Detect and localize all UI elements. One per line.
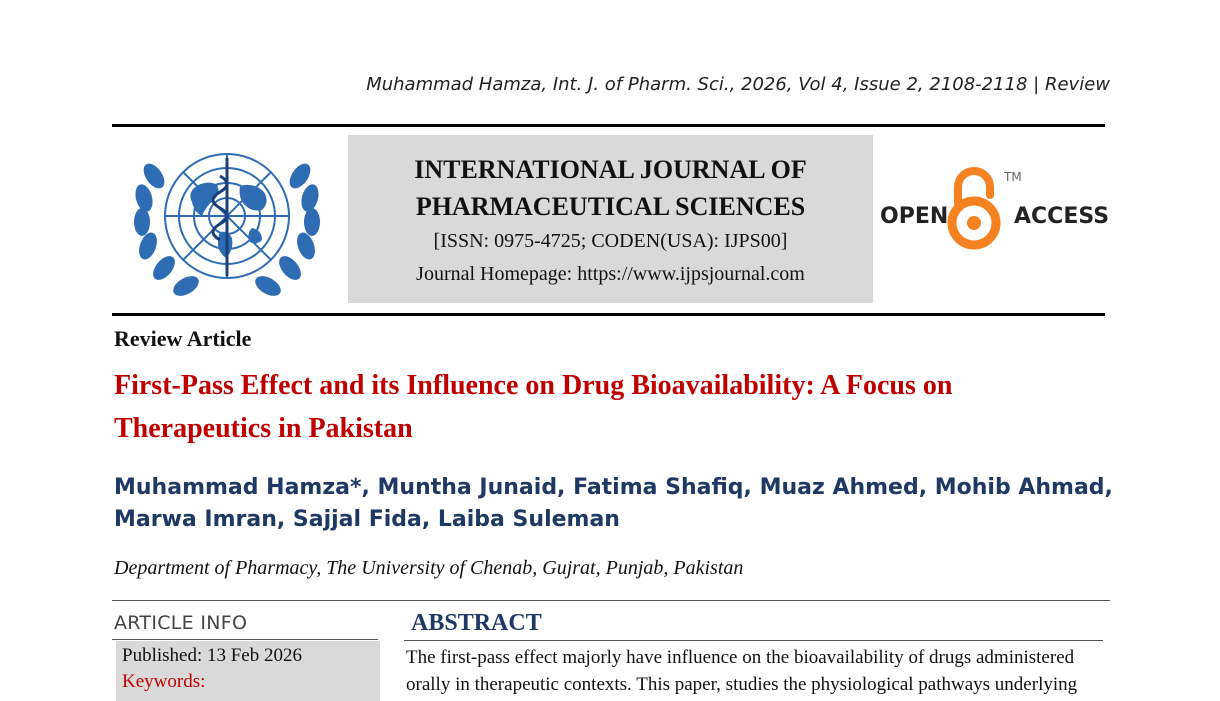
open-access-logo bbox=[880, 165, 1110, 255]
journal-homepage: Journal Homepage: https://www.ijpsjournal.com bbox=[416, 263, 805, 285]
open-access-lock-icon bbox=[952, 171, 996, 245]
running-head: Muhammad Hamza, Int. J. of Pharm. Sci., 2026, Vol 4, Issue 2, 2108-2118 | Review bbox=[366, 74, 1110, 95]
journal-title bbox=[348, 151, 873, 225]
article-info-rule bbox=[112, 639, 378, 640]
section-divider bbox=[112, 600, 1110, 601]
journal-emblem-icon bbox=[124, 136, 330, 308]
open-access-tm: TM bbox=[1004, 170, 1022, 184]
affiliation: Department of Pharmacy, The University of Chenab, Gujrat, Punjab, Pakistan bbox=[114, 557, 744, 579]
journal-title-line1: INTERNATIONAL JOURNAL OF bbox=[414, 155, 807, 184]
author-line-2: Marwa Imran, Sajjal Fida, Laiba Suleman bbox=[114, 507, 620, 532]
journal-title-line2: PHARMACEUTICAL SCIENCES bbox=[415, 192, 806, 221]
open-access-left-text: OPEN bbox=[880, 204, 949, 229]
abstract-heading: ABSTRACT bbox=[411, 610, 542, 636]
header-rule-bottom bbox=[112, 313, 1105, 316]
header-rule-top bbox=[112, 124, 1105, 127]
article-type: Review Article bbox=[114, 326, 252, 351]
author-line-1: Muhammad Hamza*, Muntha Junaid, Fatima Shafiq, Muaz Ahmed, Mohib Ahmad, bbox=[114, 475, 1113, 500]
author-list bbox=[114, 472, 1114, 536]
abstract-line-1: The first-pass effect majorly have influence on the bioavailability of drugs administered bbox=[406, 647, 1075, 668]
keywords-label: Keywords: bbox=[122, 671, 206, 692]
open-access-right-text: ACCESS bbox=[1014, 204, 1110, 229]
abstract-rule bbox=[404, 640, 1103, 641]
journal-issn: [ISSN: 0975-4725; CODEN(USA): IJPS00] bbox=[433, 230, 788, 252]
article-info-heading: ARTICLE INFO bbox=[114, 612, 248, 634]
article-title: First-Pass Effect and its Influence on Drug Bioavailability: A Focus on Therapeutics in Pakistan bbox=[114, 370, 953, 444]
published-date: Published: 13 Feb 2026 bbox=[122, 645, 302, 666]
abstract-line-2: orally in therapeutic contexts. This paper, studies the physiological pathways underlying bbox=[406, 674, 1078, 695]
abstract-text bbox=[406, 644, 1106, 698]
journal-masthead bbox=[348, 135, 873, 303]
